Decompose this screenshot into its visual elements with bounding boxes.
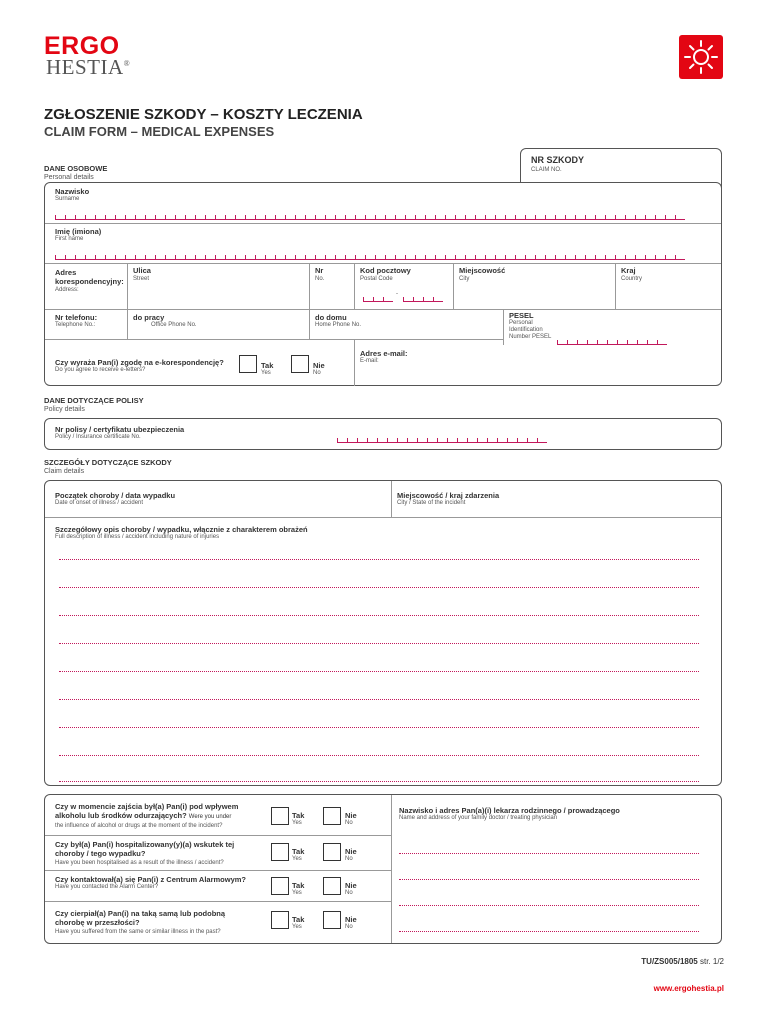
pesel-input[interactable]: [557, 340, 667, 345]
email-sublabel: E-mail:: [360, 358, 379, 364]
consent-sublabel: Do you agree to receive e-letters?: [55, 367, 146, 373]
personal-section-title: DANE OSOBOWE: [44, 164, 108, 173]
country-sublabel: Country: [621, 276, 643, 282]
country-label: Kraj: [621, 266, 636, 275]
office-phone-label: do pracy: [133, 313, 165, 322]
doctor-label: Nazwisko i adres Pan(a)(i) lekarza rodzinnego / prowadzącego: [399, 806, 620, 815]
phone-label: Nr telefonu:: [55, 313, 98, 322]
doctor-line[interactable]: [399, 905, 699, 906]
page-subtitle: CLAIM FORM – MEDICAL EXPENSES: [44, 124, 275, 139]
doctor-line[interactable]: [399, 931, 699, 932]
hospitalised-yes-checkbox[interactable]: [271, 843, 289, 861]
yes-sublabel: Yes: [292, 856, 302, 862]
address-sublabel: Address:: [55, 287, 79, 293]
question-hospitalised-sublabel: Have you been hospitalised as a result of the illness / accident?: [55, 860, 224, 866]
divider: [45, 309, 721, 310]
description-line[interactable]: [59, 671, 699, 672]
description-sublabel: Full description of illness / accident including nature of injuries: [55, 534, 220, 540]
website-link[interactable]: www.ergohestia.pl: [653, 984, 724, 993]
phone-sublabel: Telephone No.:: [55, 322, 96, 328]
divider: [127, 263, 128, 309]
home-phone-label: do domu: [315, 313, 347, 322]
doctor-line[interactable]: [399, 853, 699, 854]
street-label: Ulica: [133, 266, 151, 275]
description-line[interactable]: [59, 755, 699, 756]
question-alarm-center-sublabel: Have you contacted the Alarm Center?: [55, 884, 159, 890]
email-label: Adres e-mail:: [360, 349, 408, 358]
city-sublabel: City: [459, 276, 470, 282]
policy-section-sub: Policy details: [44, 406, 85, 413]
divider: [45, 517, 721, 518]
consent-no-checkbox[interactable]: [291, 355, 309, 373]
description-line[interactable]: [59, 587, 699, 588]
yes-sublabel: Yes: [292, 820, 302, 826]
divider: [309, 263, 310, 309]
pesel-sublabel: Personal Identification Number PESEL: [509, 320, 552, 341]
divider: [45, 339, 503, 340]
no-sublabel: No: [345, 820, 353, 826]
house-no-label: Nr: [315, 266, 324, 275]
house-no-sublabel: No.: [315, 276, 325, 282]
personal-details-box: [44, 182, 722, 386]
yes-sublabel: Yes: [261, 370, 271, 376]
divider: [45, 901, 391, 902]
first-name-input[interactable]: [55, 255, 685, 260]
divider: [354, 339, 355, 386]
no-label: Nie: [313, 361, 325, 370]
description-line[interactable]: [59, 727, 699, 728]
alarm-center-yes-checkbox[interactable]: [271, 877, 289, 895]
previous-illness-no-checkbox[interactable]: [323, 911, 341, 929]
policy-no-sublabel: Policy / Insurance certificate No.: [55, 434, 141, 440]
no-sublabel: No: [313, 370, 321, 376]
street-sublabel: Street: [133, 276, 150, 282]
yes-label: Tak: [292, 881, 305, 890]
divider: [453, 263, 454, 309]
claim-no-label: NR SZKODY: [531, 155, 585, 165]
yes-label: Tak: [292, 811, 305, 820]
logo-ergo: ERGO: [44, 32, 120, 60]
logo-hestia: HESTIA®: [46, 55, 131, 79]
questions-box: [44, 794, 722, 944]
policy-no-input[interactable]: [337, 438, 547, 443]
divider: [615, 263, 616, 309]
question-alcohol-sublabel: the influence of alcohol or drugs at the moment of the incident?: [55, 823, 223, 829]
question-previous-illness-sublabel: Have you suffered from the same or similar illness in the past?: [55, 929, 221, 935]
no-label: Nie: [345, 881, 357, 890]
alcohol-yes-checkbox[interactable]: [271, 807, 289, 825]
question-alarm-center: Czy kontaktował(a) się Pan(i) z Centrum Alarmowym?: [55, 875, 247, 884]
divider: [45, 870, 391, 871]
surname-label: Nazwisko: [55, 187, 90, 196]
previous-illness-yes-checkbox[interactable]: [271, 911, 289, 929]
description-line[interactable]: [59, 559, 699, 560]
city-label: Miejscowość: [459, 266, 506, 275]
address-label: Adres korespondencyjny:: [55, 268, 124, 286]
question-previous-illness: Czy cierpiał(a) Pan(i) na taką samą lub podobną chorobę w przeszłości?: [55, 909, 226, 927]
onset-label: Początek choroby / data wypadku: [55, 491, 176, 500]
first-name-sublabel: First name: [55, 236, 84, 242]
policy-no-label: Nr polisy / certyfikatu ubezpieczenia: [55, 425, 185, 434]
postal-dash: -: [396, 291, 398, 297]
postal-code-sublabel: Postal Code: [360, 276, 393, 282]
sun-icon: [679, 35, 723, 79]
consent-question: Czy wyraża Pan(i) zgodę na e-korespondencję?: [55, 358, 224, 367]
no-sublabel: No: [345, 924, 353, 930]
page-title: ZGŁOSZENIE SZKODY – KOSZTY LECZENIA: [44, 106, 363, 123]
question-hospitalised: Czy był(a) Pan(i) hospitalizowany(y)(a) wskutek tej choroby / tego wypadku?: [55, 840, 235, 858]
description-line[interactable]: [59, 643, 699, 644]
description-line[interactable]: [59, 781, 699, 782]
yes-sublabel: Yes: [292, 890, 302, 896]
divider: [309, 309, 310, 339]
postal-code-label: Kod pocztowy: [360, 266, 411, 275]
alcohol-no-checkbox[interactable]: [323, 807, 341, 825]
yes-label: Tak: [292, 915, 305, 924]
home-phone-sublabel: Home Phone No.: [315, 322, 362, 328]
no-sublabel: No: [345, 890, 353, 896]
incident-place-sublabel: City / State of the incident: [397, 500, 466, 506]
no-label: Nie: [345, 847, 357, 856]
first-name-label: Imię (imiona): [55, 227, 102, 236]
yes-sublabel: Yes: [292, 924, 302, 930]
divider: [354, 263, 355, 309]
divider: [391, 481, 392, 517]
personal-section-sub: Personal details: [44, 174, 94, 181]
question-alcohol: Czy w momencie zajścia był(a) Pan(i) pod wpływem alkoholu lub środków odurzających? Were you under: [55, 802, 239, 820]
no-label: Nie: [345, 811, 357, 820]
divider: [45, 835, 391, 836]
consent-yes-checkbox[interactable]: [239, 355, 257, 373]
hospitalised-no-checkbox[interactable]: [323, 843, 341, 861]
divider: [127, 309, 128, 339]
postal-code-input-2[interactable]: [403, 297, 443, 302]
description-line[interactable]: [59, 615, 699, 616]
claim-section-sub: Claim details: [44, 468, 85, 475]
onset-sublabel: Date of onset of illness / accident: [55, 500, 144, 506]
office-phone-sublabel: Office Phone No.: [151, 322, 197, 328]
claim-no-sublabel: CLAIM NO.: [531, 167, 562, 173]
incident-place-label: Miejscowość / kraj zdarzenia: [397, 491, 500, 500]
surname-sublabel: Surname: [55, 196, 80, 202]
description-label: Szczegółowy opis choroby / wypadku, włącznie z charakterem obrażeń: [55, 525, 308, 534]
doctor-sublabel: Name and address of your family doctor / treating physician: [399, 815, 558, 821]
divider: [391, 795, 392, 943]
divider: [503, 309, 504, 345]
description-line[interactable]: [59, 699, 699, 700]
divider: [45, 223, 721, 224]
postal-code-input-1[interactable]: [363, 297, 393, 302]
no-sublabel: No: [345, 856, 353, 862]
yes-label: Tak: [292, 847, 305, 856]
yes-label: Tak: [261, 361, 274, 370]
surname-input[interactable]: [55, 215, 685, 220]
claim-section-title: SZCZEGÓŁY DOTYCZĄCE SZKODY: [44, 458, 172, 467]
policy-section-title: DANE DOTYCZĄCE POLISY: [44, 396, 144, 405]
pesel-label: PESEL: [509, 311, 534, 320]
no-label: Nie: [345, 915, 357, 924]
divider: [45, 263, 721, 264]
policy-box: [44, 418, 722, 450]
form-code: TU/ZS005/1805 str. 1/2: [641, 957, 724, 966]
alarm-center-no-checkbox[interactable]: [323, 877, 341, 895]
claim-details-box: [44, 480, 722, 786]
doctor-line[interactable]: [399, 879, 699, 880]
